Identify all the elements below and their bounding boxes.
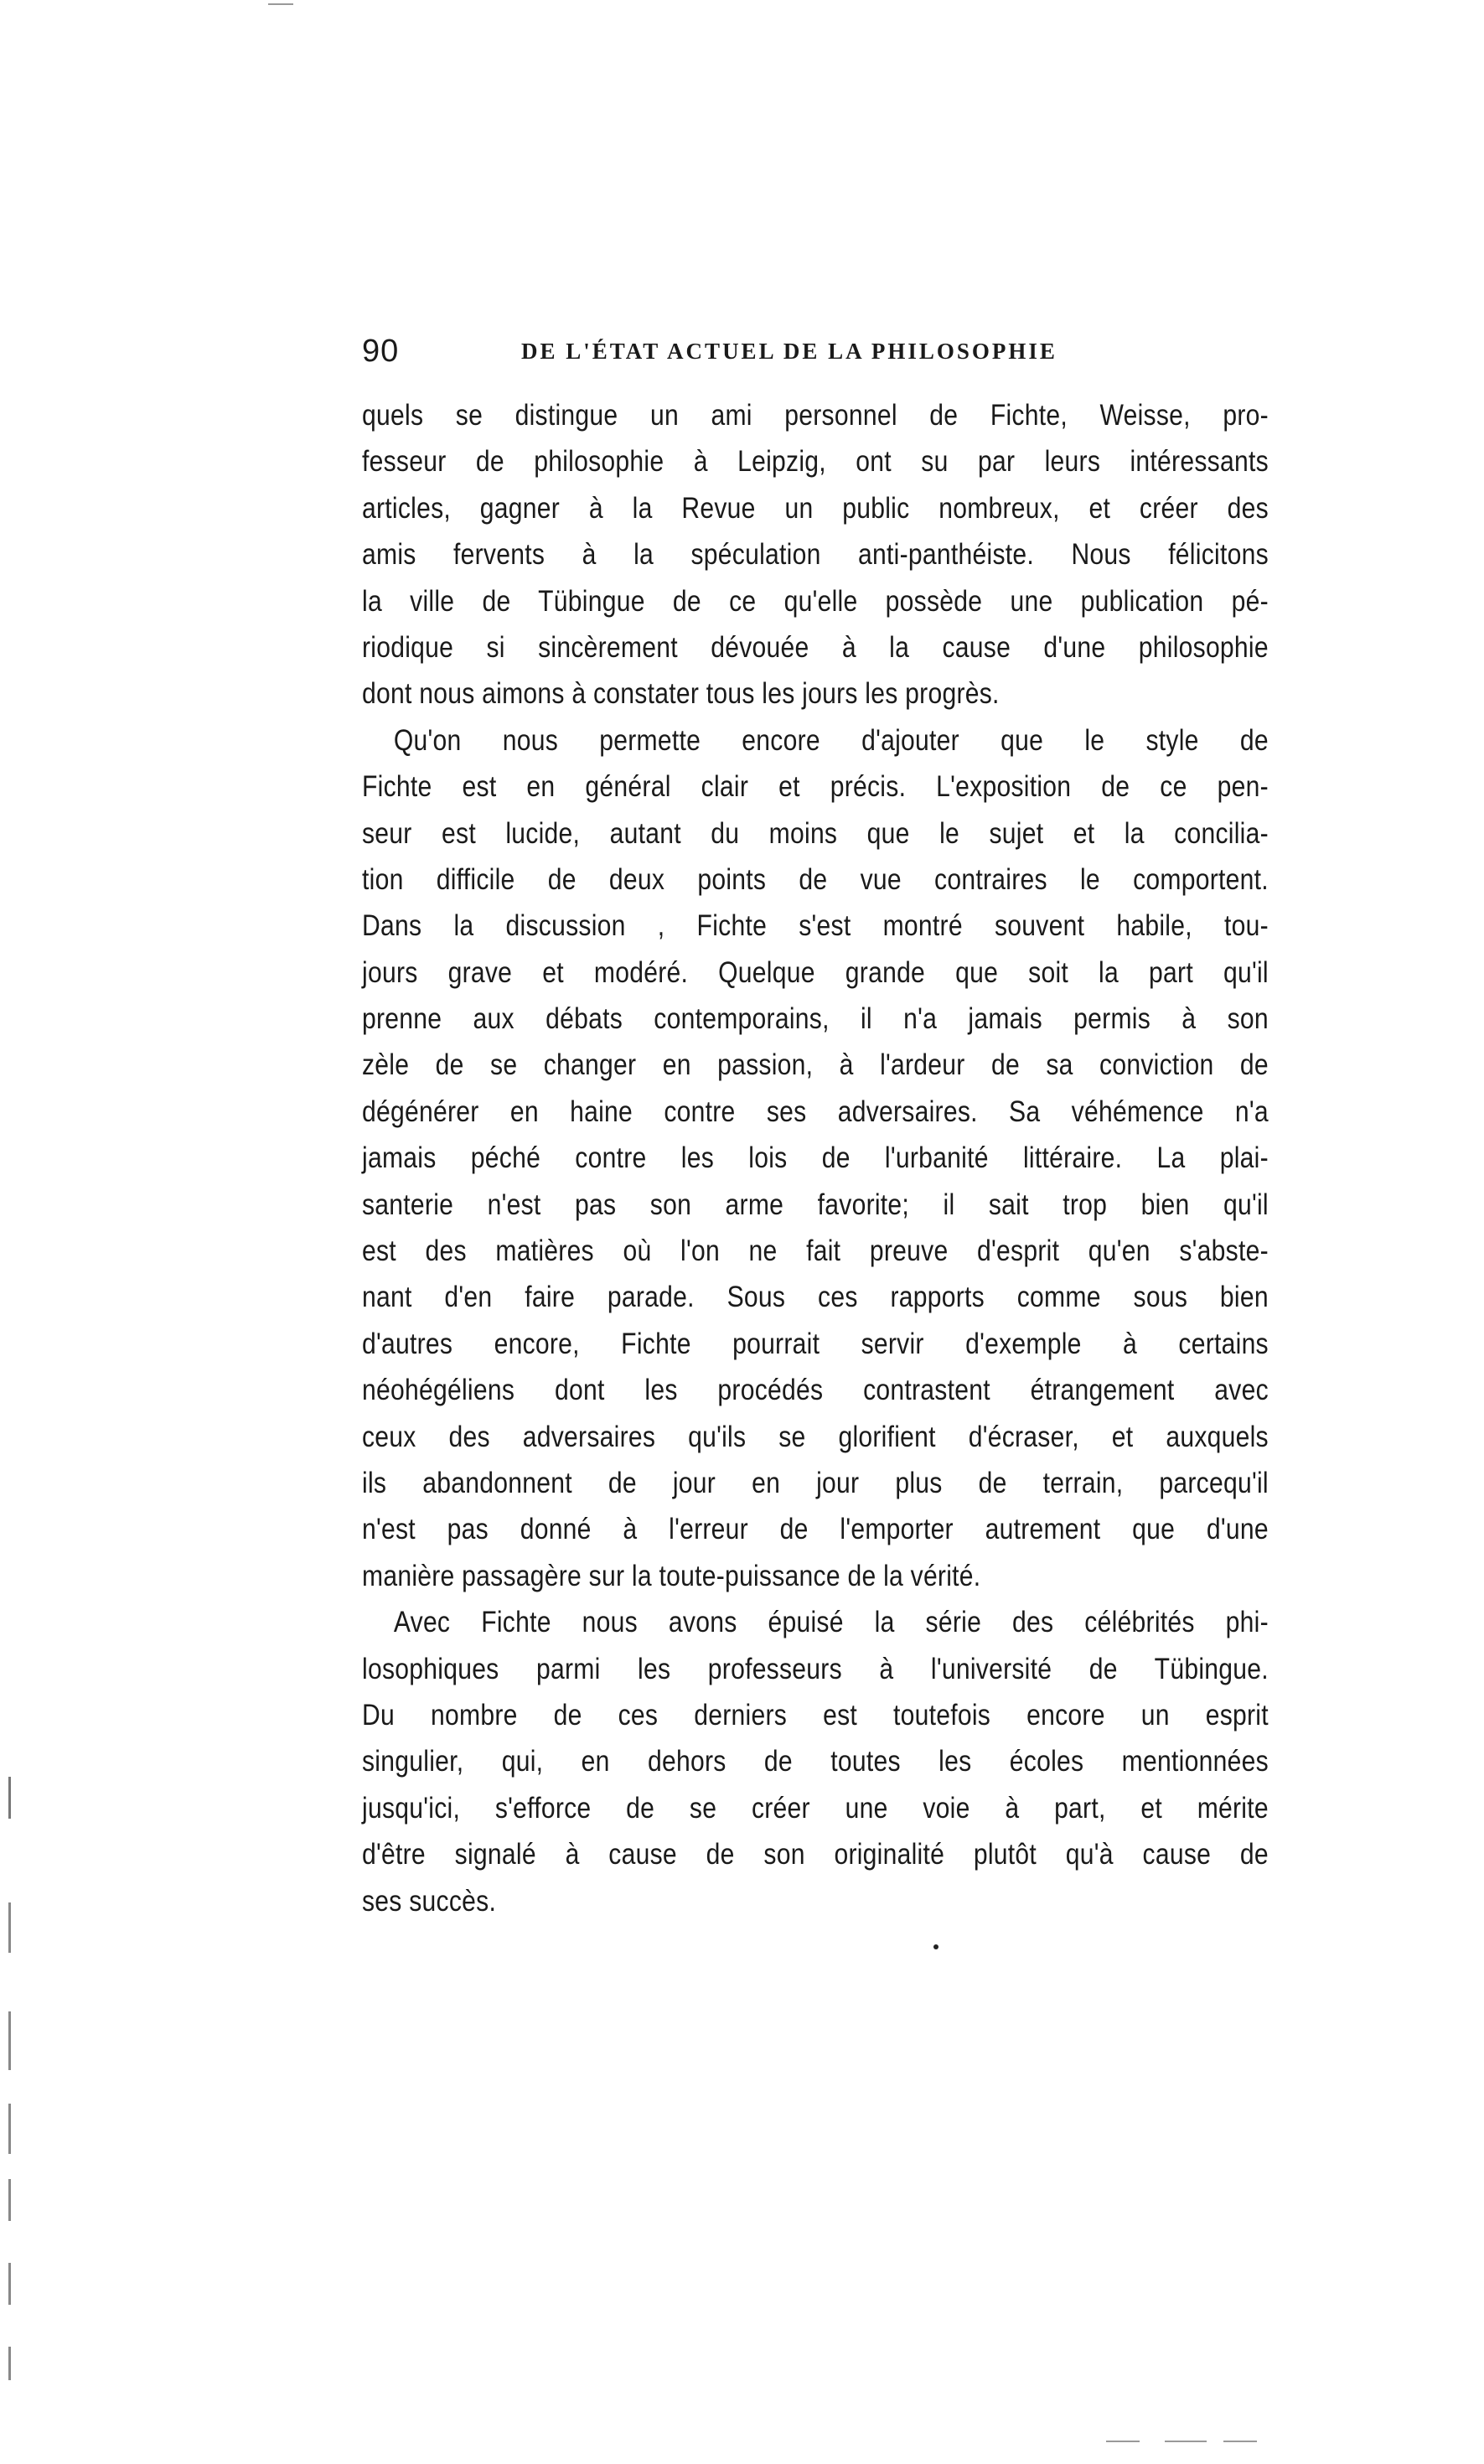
text-line: Dans la discussion , Fichte s'est montré souvent habile, tou-	[362, 909, 1269, 943]
text-line: nant d'en faire parade. Sous ces rapports comme sous bien	[362, 1281, 1269, 1314]
text-line: losophiques parmi les professeurs à l'université de Tübingue.	[362, 1652, 1269, 1685]
text-line: jamais péché contre les lois de l'urbanité littéraire. La plai-	[362, 1141, 1269, 1175]
text-line: santerie n'est pas son arme favorite; il sait trop bien qu'il	[362, 1188, 1269, 1221]
text-line: tion difficile de deux points de vue contraires le comportent.	[362, 862, 1269, 896]
scan-mark	[8, 1777, 11, 1819]
text-line: la ville de Tübingue de ce qu'elle possède une publication pé-	[362, 584, 1269, 618]
text-line: Du nombre de ces derniers est toutefois encore un esprit	[362, 1698, 1269, 1732]
text-line: néohégéliens dont les procédés contrastent étrangement avec	[362, 1374, 1269, 1407]
text-line: prenne aux débats contemporains, il n'a jamais permis à son	[362, 1002, 1269, 1036]
text-line: manière passagère sur la toute-puissance de la vérité.	[362, 1559, 981, 1592]
scan-mark	[8, 2104, 11, 2154]
text-line: riodique si sincèrement dévouée à la cause d'une philosophie	[362, 630, 1269, 664]
text-line: ceux des adversaires qu'ils se glorifient d'écraser, et auxquels	[362, 1420, 1269, 1453]
text-line: Qu'on nous permette encore d'ajouter que le style de	[393, 723, 1269, 757]
scan-mark	[8, 2263, 11, 2305]
scan-mark	[1106, 2441, 1140, 2442]
text-line: Fichte est en général clair et précis. L'exposition de ce pen-	[362, 770, 1269, 804]
scan-mark	[8, 2179, 11, 2221]
body-text	[362, 392, 1269, 1924]
running-title: DE L'ÉTAT ACTUEL DE LA PHILOSOPHIE	[521, 339, 1057, 364]
scan-mark	[268, 3, 293, 5]
page-number: 90	[362, 334, 400, 369]
scan-mark	[933, 1944, 938, 1949]
text-line: est des matières où l'on ne fait preuve d'esprit qu'en s'abste-	[362, 1235, 1269, 1268]
text-line: articles, gagner à la Revue un public nombreux, et créer des	[362, 491, 1269, 525]
scan-mark	[8, 2011, 11, 2070]
text-line: quels se distingue un ami personnel de Fichte, Weisse, pro-	[362, 399, 1269, 432]
text-line: n'est pas donné à l'erreur de l'emporter autrement que d'une	[362, 1513, 1269, 1546]
text-line: jours grave et modéré. Quelque grande que soit la part qu'il	[362, 955, 1269, 989]
text-line: Avec Fichte nous avons épuisé la série des célébrités phi-	[393, 1606, 1269, 1639]
text-line: amis fervents à la spéculation anti-panthéiste. Nous félicitons	[362, 538, 1269, 572]
page-header	[362, 334, 1267, 375]
text-line: dont nous aimons à constater tous les jours les progrès.	[362, 677, 1000, 711]
text-line: dégénérer en haine contre ses adversaires. Sa véhémence n'a	[362, 1095, 1269, 1128]
text-line: ses succès.	[362, 1884, 497, 1918]
text-line: d'autres encore, Fichte pourrait servir d'exemple à certains	[362, 1327, 1269, 1360]
text-line: d'être signalé à cause de son originalité plutôt qu'à cause de	[362, 1838, 1269, 1871]
text-line: seur est lucide, autant du moins que le sujet et la concilia-	[362, 816, 1269, 850]
scan-mark	[8, 1902, 11, 1953]
scan-mark	[8, 2347, 11, 2380]
scan-mark	[1165, 2441, 1207, 2442]
text-line: fesseur de philosophie à Leipzig, ont su par leurs intéressants	[362, 445, 1269, 479]
text-line: ils abandonnent de jour en jour plus de terrain, parcequ'il	[362, 1466, 1269, 1499]
text-line: singulier, qui, en dehors de toutes les écoles mentionnées	[362, 1745, 1269, 1778]
text-line: jusqu'ici, s'efforce de se créer une voie à part, et mérite	[362, 1791, 1269, 1825]
text-line: zèle de se changer en passion, à l'ardeur de sa conviction de	[362, 1048, 1269, 1082]
scan-mark	[1223, 2441, 1257, 2442]
